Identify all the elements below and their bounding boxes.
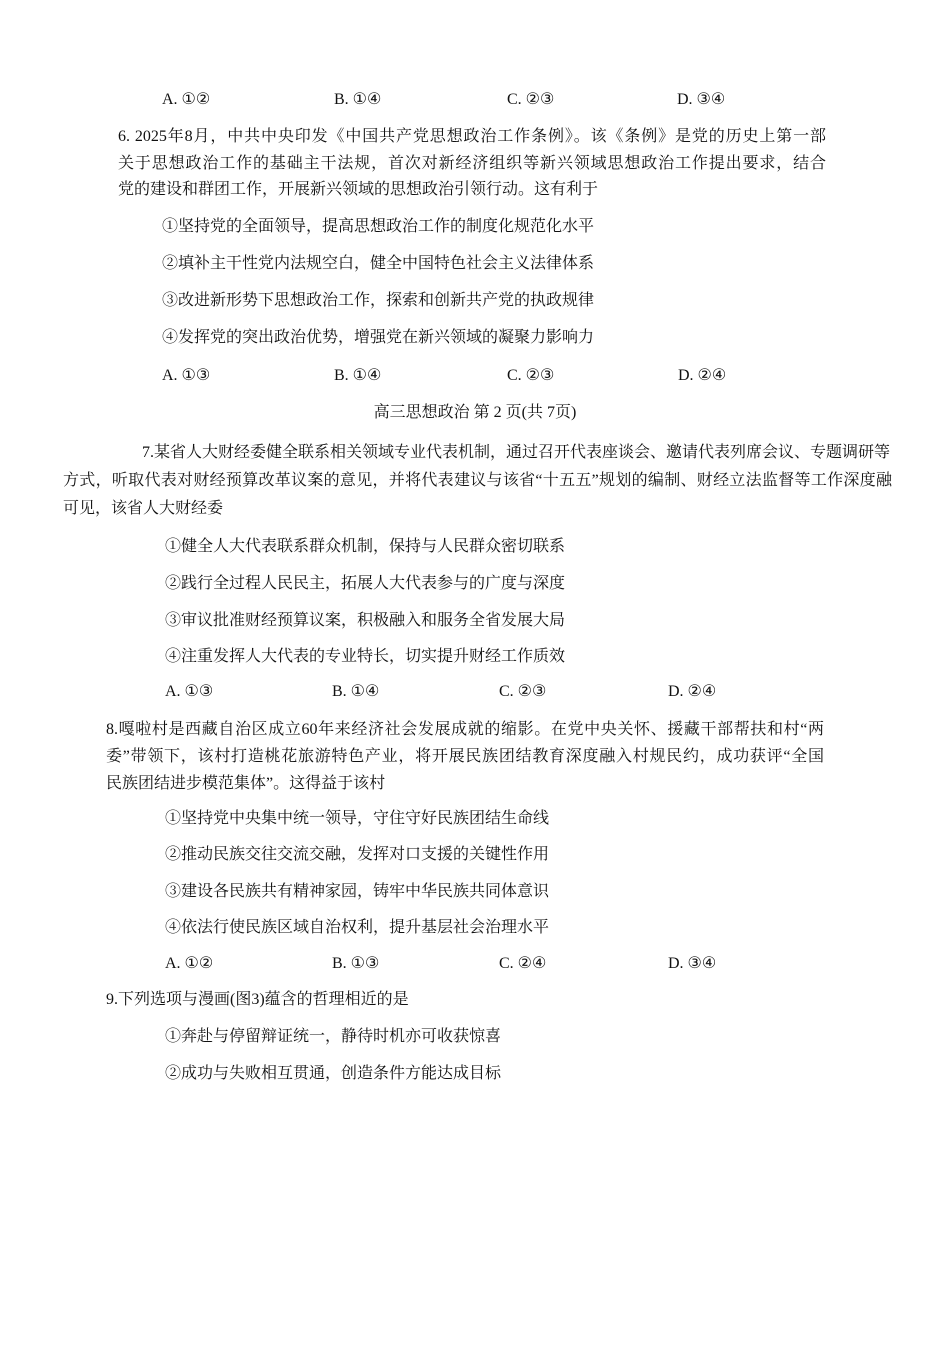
- q5-option-a: A. ①②: [162, 91, 211, 108]
- q7-item: ①健全人大代表联系群众机制，保持与人民群众密切联系: [165, 538, 566, 555]
- q5-option-d: D. ③④: [677, 91, 726, 108]
- q6-option-b: B. ①④: [334, 367, 382, 384]
- q6-item: ②填补主干性党内法规空白，健全中国特色社会主义法律体系: [162, 255, 595, 272]
- q9-stem-line: 9.下列选项与漫画(图3)蕴含的哲理相近的是: [106, 991, 409, 1008]
- q7-stem-line: 方式，听取代表对财经预算改革议案的意见，并将代表建议与该省“十五五”规划的编制、财经立法监督等工作深度融: [63, 472, 892, 489]
- q7-stem-line: 7.某省人大财经委健全联系相关领域专业代表机制，通过召开代表座谈会、邀请代表列席会议、专题调研等: [142, 444, 890, 461]
- q7-option-a: A. ①③: [165, 683, 214, 700]
- q7-item: ②践行全过程人民民主，拓展人大代表参与的广度与深度: [165, 575, 566, 592]
- q7-item: ③审议批准财经预算议案，积极融入和服务全省发展大局: [165, 612, 566, 629]
- q6-option-d: D. ②④: [678, 367, 727, 384]
- q6-stem-line: 党的建设和群团工作，开展新兴领域的思想政治引领行动。这有利于: [118, 181, 599, 198]
- q7-option-c: C. ②③: [499, 683, 547, 700]
- q7-option-b: B. ①④: [332, 683, 380, 700]
- q7-option-d: D. ②④: [668, 683, 717, 700]
- q8-option-b: B. ①③: [332, 955, 380, 972]
- q9-item: ①奔赴与停留辩证统一，静待时机亦可收获惊喜: [165, 1028, 502, 1045]
- q8-stem-line: 委”带领下，该村打造桃花旅游特色产业，将开展民族团结教育深度融入村规民约，成功获评“全国: [106, 748, 824, 765]
- q8-option-d: D. ③④: [668, 955, 717, 972]
- q6-stem-line: 关于思想政治工作的基础主干法规，首次对新经济组织等新兴领域思想政治工作提出要求，结合: [118, 155, 826, 172]
- page-footer: 高三思想政治 第 2 页(共 7页): [373, 404, 577, 421]
- q8-option-c: C. ②④: [499, 955, 547, 972]
- q5-option-b: B. ①④: [334, 91, 382, 108]
- q8-item: ①坚持党中央集中统一领导，守住守好民族团结生命线: [165, 810, 550, 827]
- q8-option-a: A. ①②: [165, 955, 214, 972]
- q8-item: ③建设各民族共有精神家园，铸牢中华民族共同体意识: [165, 883, 550, 900]
- q7-stem-line: 可见，该省人大财经委: [63, 500, 224, 517]
- q8-stem-line: 8.嘎啦村是西藏自治区成立60年来经济社会发展成就的缩影。在党中央关怀、援藏干部帮扶和村“两: [106, 721, 824, 738]
- q5-option-c: C. ②③: [507, 91, 555, 108]
- q6-item: ①坚持党的全面领导，提高思想政治工作的制度化规范化水平: [162, 218, 595, 235]
- q8-item: ②推动民族交往交流交融，发挥对口支援的关键性作用: [165, 846, 550, 863]
- q6-option-c: C. ②③: [507, 367, 555, 384]
- q7-item: ④注重发挥人大代表的专业特长，切实提升财经工作质效: [165, 648, 566, 665]
- q8-item: ④依法行使民族区域自治权利，提升基层社会治理水平: [165, 919, 550, 936]
- q9-item: ②成功与失败相互贯通，创造条件方能达成目标: [165, 1065, 502, 1082]
- q6-item: ③改进新形势下思想政治工作，探索和创新共产党的执政规律: [162, 292, 595, 309]
- q6-stem-line: 6. 2025年8月，中共中央印发《中国共产党思想政治工作条例》。该《条例》是党的历史上第一部: [118, 128, 826, 145]
- q8-stem-line: 民族团结进步模范集体”。这得益于该村: [106, 775, 386, 792]
- q6-item: ④发挥党的突出政治优势，增强党在新兴领域的凝聚力影响力: [162, 329, 595, 346]
- q6-option-a: A. ①③: [162, 367, 211, 384]
